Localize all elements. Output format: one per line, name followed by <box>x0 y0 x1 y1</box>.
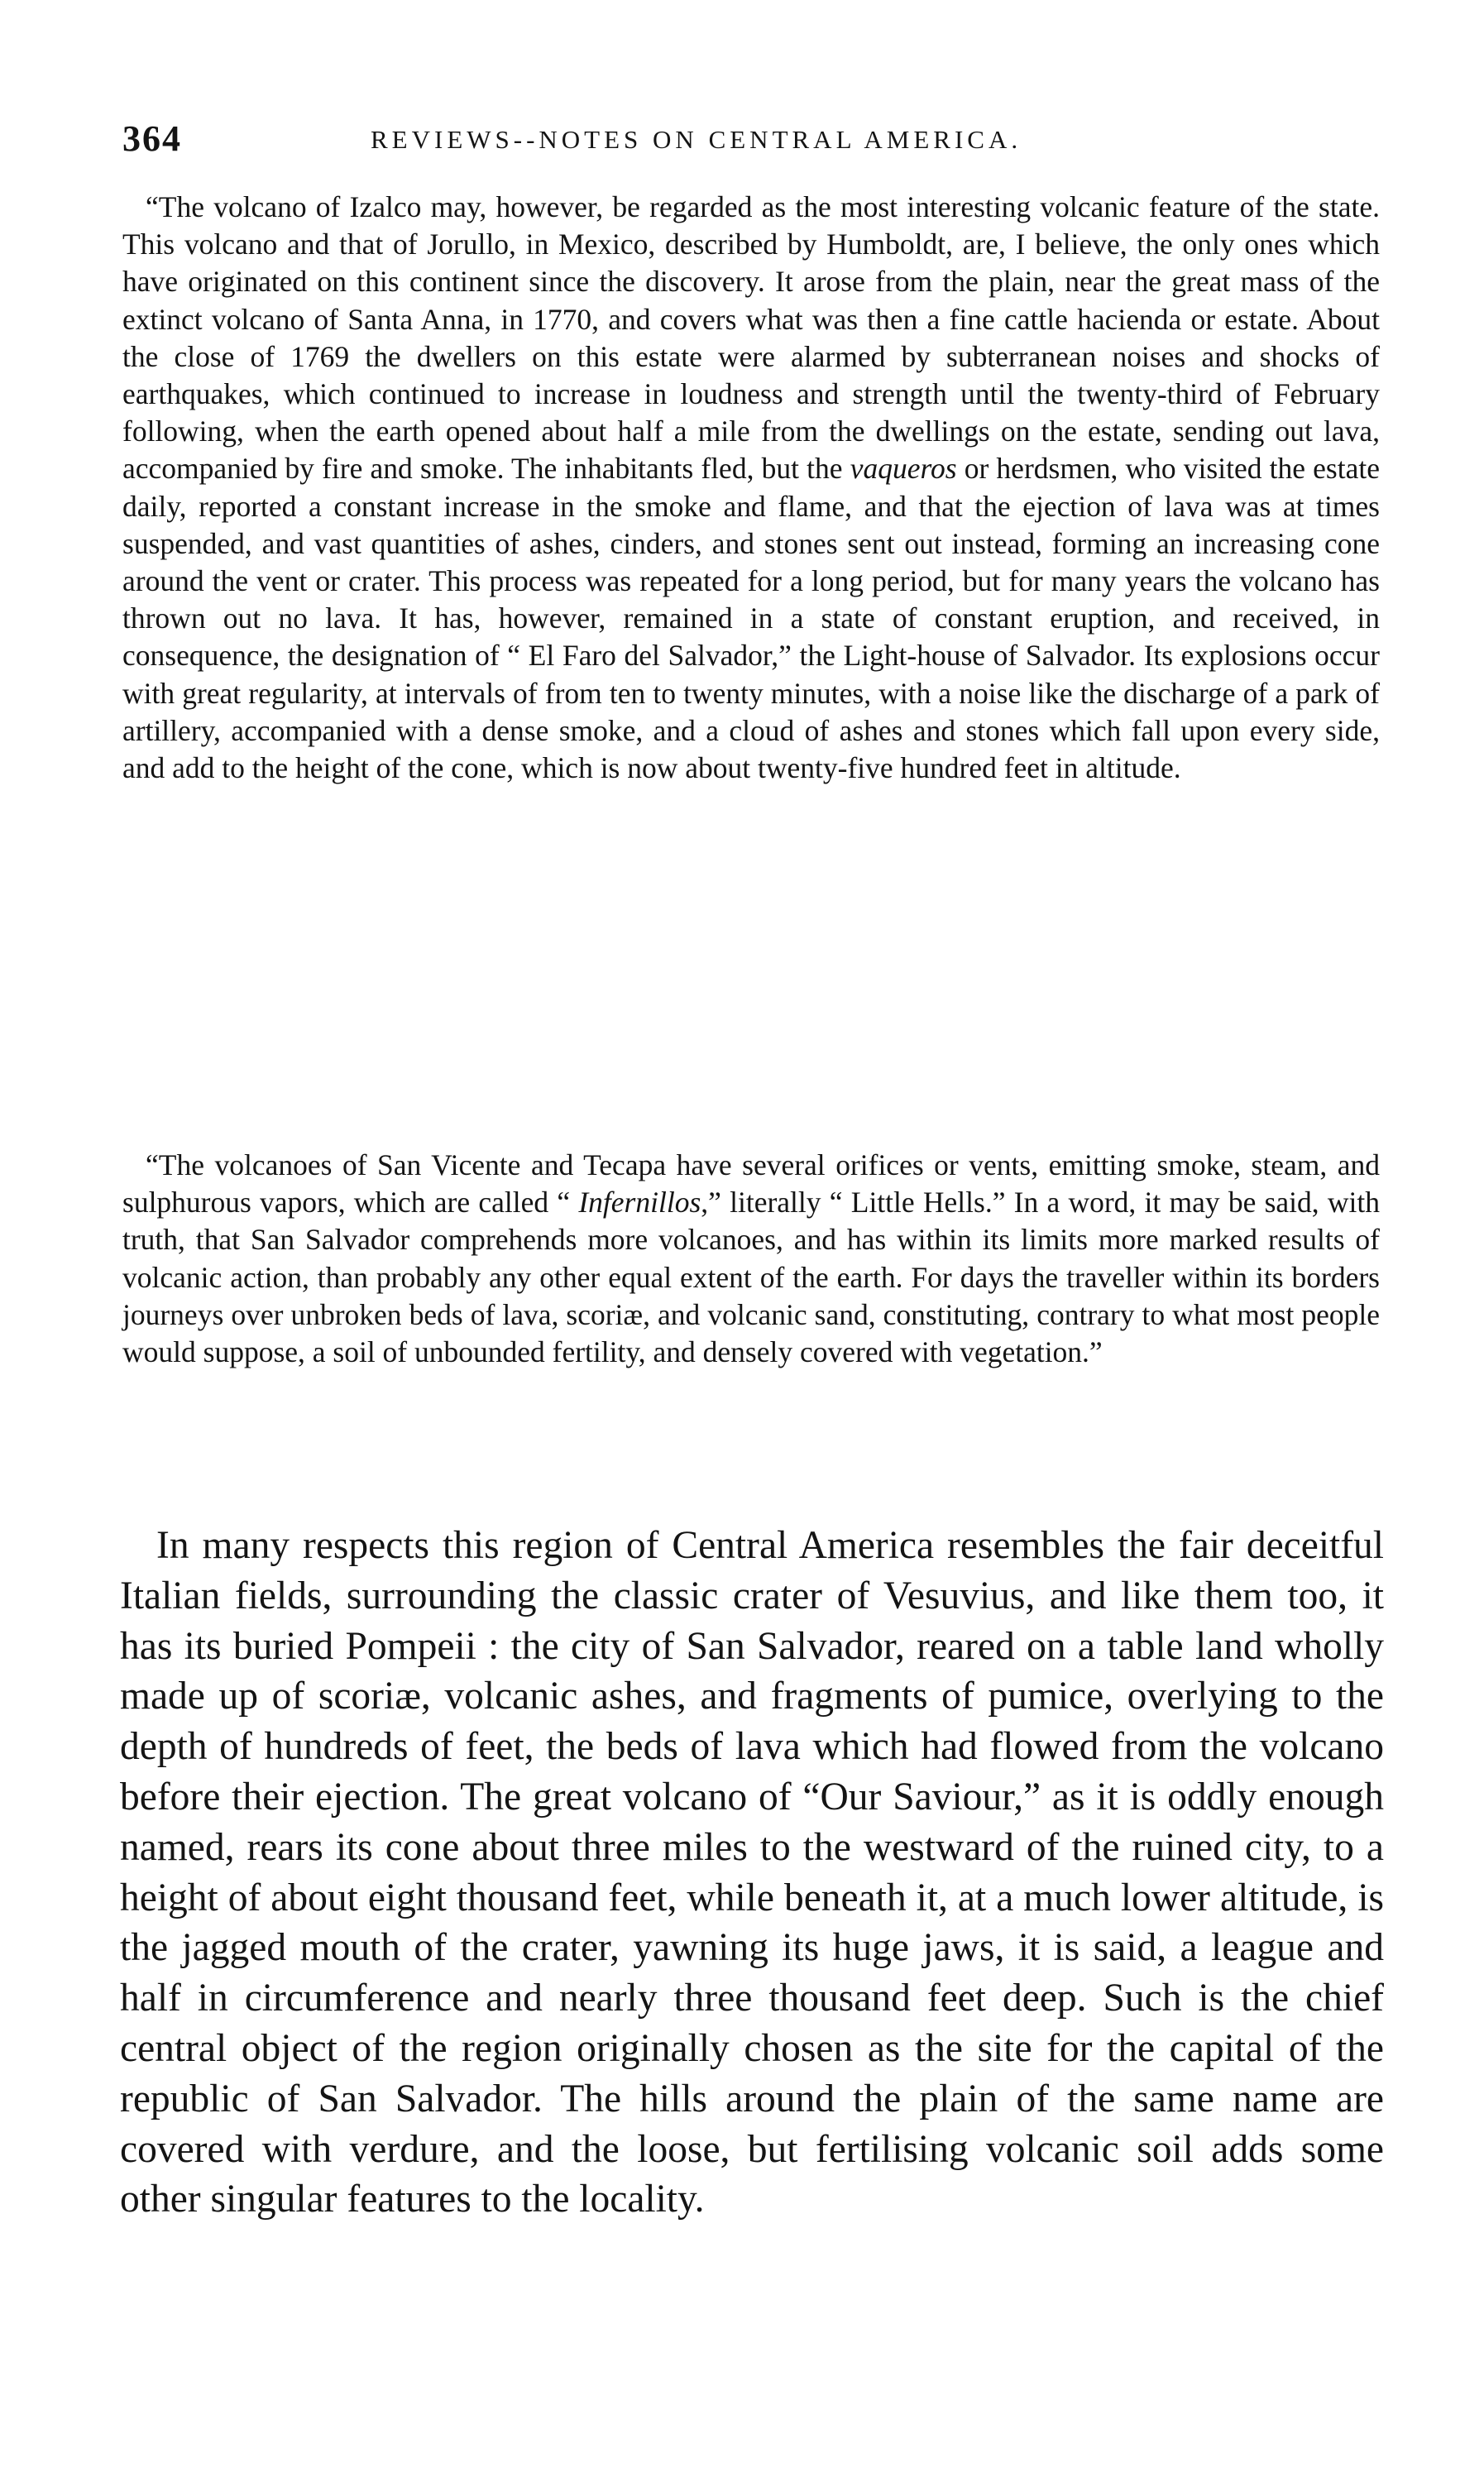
italic-term: Infernillos <box>578 1186 701 1220</box>
quoted-paragraph-izalco <box>122 189 1380 787</box>
running-head <box>122 116 1380 165</box>
italic-term: vaqueros <box>850 452 957 486</box>
page-number: 364 <box>122 118 182 159</box>
quoted-paragraph-volcanoes <box>122 1147 1380 1371</box>
running-title: REVIEWS--NOTES ON CENTRAL AMERICA. <box>371 125 1022 154</box>
quote-text: ,” literally “ Little Hells.” In a word, it may be said, with truth, that San Salvador comprehends more volcanoes, and has within its limits more marked results of volcanic action, than probably any other equal extent of the earth. For days the traveller within its borders journeys over unbroken beds of lava, scoriæ, and volcanic sand, constituting, contrary to what most people would suppose, a soil of unbounded fertility, and densely covered with vegetation.” <box>122 1186 1381 1369</box>
main-paragraph: In many respects this region of Central America resembles the fair deceitful Italian fields, surrounding the classic crater of Vesuvius, and like them too, it has its buried Pompeii : the city of San Salvador, reared on a table land wholly made up of scoriæ, volcanic ashes, and fragments of pumice, overlying to the depth of hundreds of feet, the beds of lava which had flowed from the volcano before their ejection. The great volcano of “Our Saviour,” as it is oddly enough named, rears its cone about three miles to the westward of the ruined city, to a height of about eight thousand feet, while beneath it, at a much lower altitude, is the jagged mouth of the crater, yawning its huge jaws, it is said, a league and half in circumference and nearly three thousand feet deep. Such is the chief central object of the region originally chosen as the site for the capital of the republic of San Salvador. The hills around the plain of the same name are covered with verdure, and the loose, but fertilising volcanic soil adds some other singular features to the locality. <box>120 1524 1384 2221</box>
quote-text: “The volcanoes of San Vicente and Tecapa have several orifices or vents, emitting smoke, steam, and sulphurous vapors, which are called “ <box>122 1148 1380 1220</box>
quote-text: “The volcano of Izalco may, however, be regarded as the most interesting volcanic feature of the state. This volcano and that of Jorullo, in Mexico, described by Humboldt, are, I believe, the only ones which have originated on this continent since the discovery. It arose from the plain, near the great mass of the extinct volcano of Santa Anna, in 1770, and covers what was then a fine cattle hacienda or estate. About the close of 1769 the dwellers on this estate were alarmed by subterranean noises and shocks of earthquakes, which continued to increase in loudness and strength until the twenty-third of February following, when the earth opened about half a mile from the dwellings on the estate, sending out lava, accompanied by fire and smoke. The inhabitants fled, but the <box>122 190 1380 486</box>
quote-text: or herdsmen, who visited the estate daily, reported a constant increase in the smoke and flame, and that the ejection of lava was at times suspended, and vast quantities of ashes, cinders, and stones sent out instead, forming an increasing cone around the vent or crater. This process was repeated for a long period, but for many years the volcano has thrown out no lava. It has, however, remained in a state of constant eruption, and received, in consequence, the designation of “ El Faro del Salvador,” the Light-house of Salvador. Its explosions occur with great regularity, at intervals of from ten to twenty minutes, with a noise like the discharge of a park of artillery, accompanied with a dense smoke, and a cloud of ashes and stones which fall upon every side, and add to the height of the cone, which is now about twenty-five hundred feet in altitude. <box>122 452 1380 785</box>
